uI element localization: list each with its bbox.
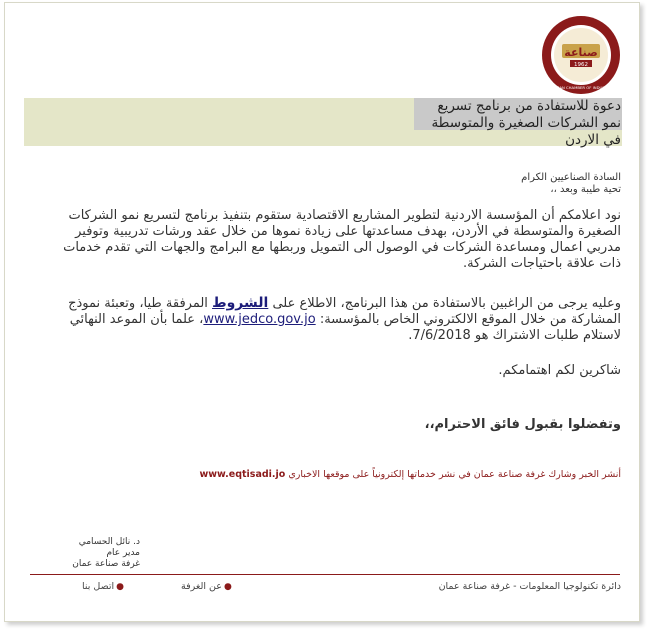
contact-bullet-icon: ● [116, 582, 125, 592]
chamber-logo [540, 14, 622, 96]
signature-role: مدير عام [106, 548, 140, 558]
salutation [521, 172, 621, 196]
terms-link[interactable]: الشروط [212, 295, 269, 311]
title-line-3: في الاردن [565, 132, 621, 148]
logo-arabic-text: صناعة [564, 46, 598, 59]
jedco-url-link[interactable]: www.jedco.gov.jo [203, 312, 316, 327]
footer-contact-link[interactable] [56, 581, 126, 592]
footer-department: دائرة تكنولوجيا المعلومات - غرفة صناعة عمان [438, 581, 621, 592]
signature-org: غرفة صناعة عمان [72, 559, 140, 569]
footer-about-link[interactable] [155, 581, 234, 592]
about-bullet-icon: ● [223, 582, 232, 592]
regards-text: وتفضلوا بقبول فائق الاحترام،، [424, 417, 621, 432]
paragraph-2-part-1: وعليه يرجى من الراغبين بالاستفادة من هذا البرنامج، الاطلاع على [272, 296, 621, 311]
salutation-line-1: السادة الصناعيين الكرام [521, 172, 621, 183]
title-line-1: دعوة للاستفادة من برنامج تسريع [437, 98, 621, 114]
signature-name: د. نائل الحسامي [78, 537, 140, 547]
footer-contact-label: اتصل بنا [82, 581, 115, 592]
logo-arc-text: AMMAN CHAMBER OF INDUSTRY [550, 85, 612, 90]
paragraph-2-part-2: المرفقة طيا، وتعبئة نموذج المشاركة من خلال الموقع الالكتروني الخاص بالمؤسسة: [68, 296, 621, 327]
footer-links [30, 581, 234, 592]
logo-est: 1962 [574, 62, 588, 68]
paragraph-2-part-3: ، علما بأن الموعد النهائي لاستلام طلبات الاشتراك هو 7/6/2018. [69, 312, 621, 343]
paragraph-2 [49, 295, 621, 344]
footer-about-label: عن الغرفة [181, 581, 222, 592]
share-line [49, 469, 621, 480]
paragraph-1: نود اعلامكم أن المؤسسة الاردنية لتطوير المشاريع الاقتصادية ستقوم بتنفيذ برنامج لتسريع نمو الشركات الصغيرة والمتوسطة في الأردن، بهدف مساعدتها على زيادة نموها من خلال عقد ورشات تدريبية وتوفير مدربي اعمال ومساعدة الشركات في الوصول الى التمويل وربطها مع البرامج والجهات التي تقدم خدمات ذات علاقة باحتياجات الشركة. [63, 208, 621, 271]
page-title [361, 98, 621, 149]
title-line-2: نمو الشركات الصغيرة والمتوسطة [431, 115, 621, 131]
thanks-text: شاكرين لكم اهتمامكم. [498, 363, 621, 378]
eqtisadi-link[interactable]: www.eqtisadi.jo [199, 469, 286, 480]
salutation-line-2: تحية طيبة وبعد ،، [550, 184, 621, 195]
share-text: أنشر الخبر وشارك غرفة صناعة عمان في نشر خدماتها إلكترونياً على موقعها الاخباري [288, 469, 621, 480]
signature [30, 537, 140, 570]
footer-divider [30, 574, 620, 575]
